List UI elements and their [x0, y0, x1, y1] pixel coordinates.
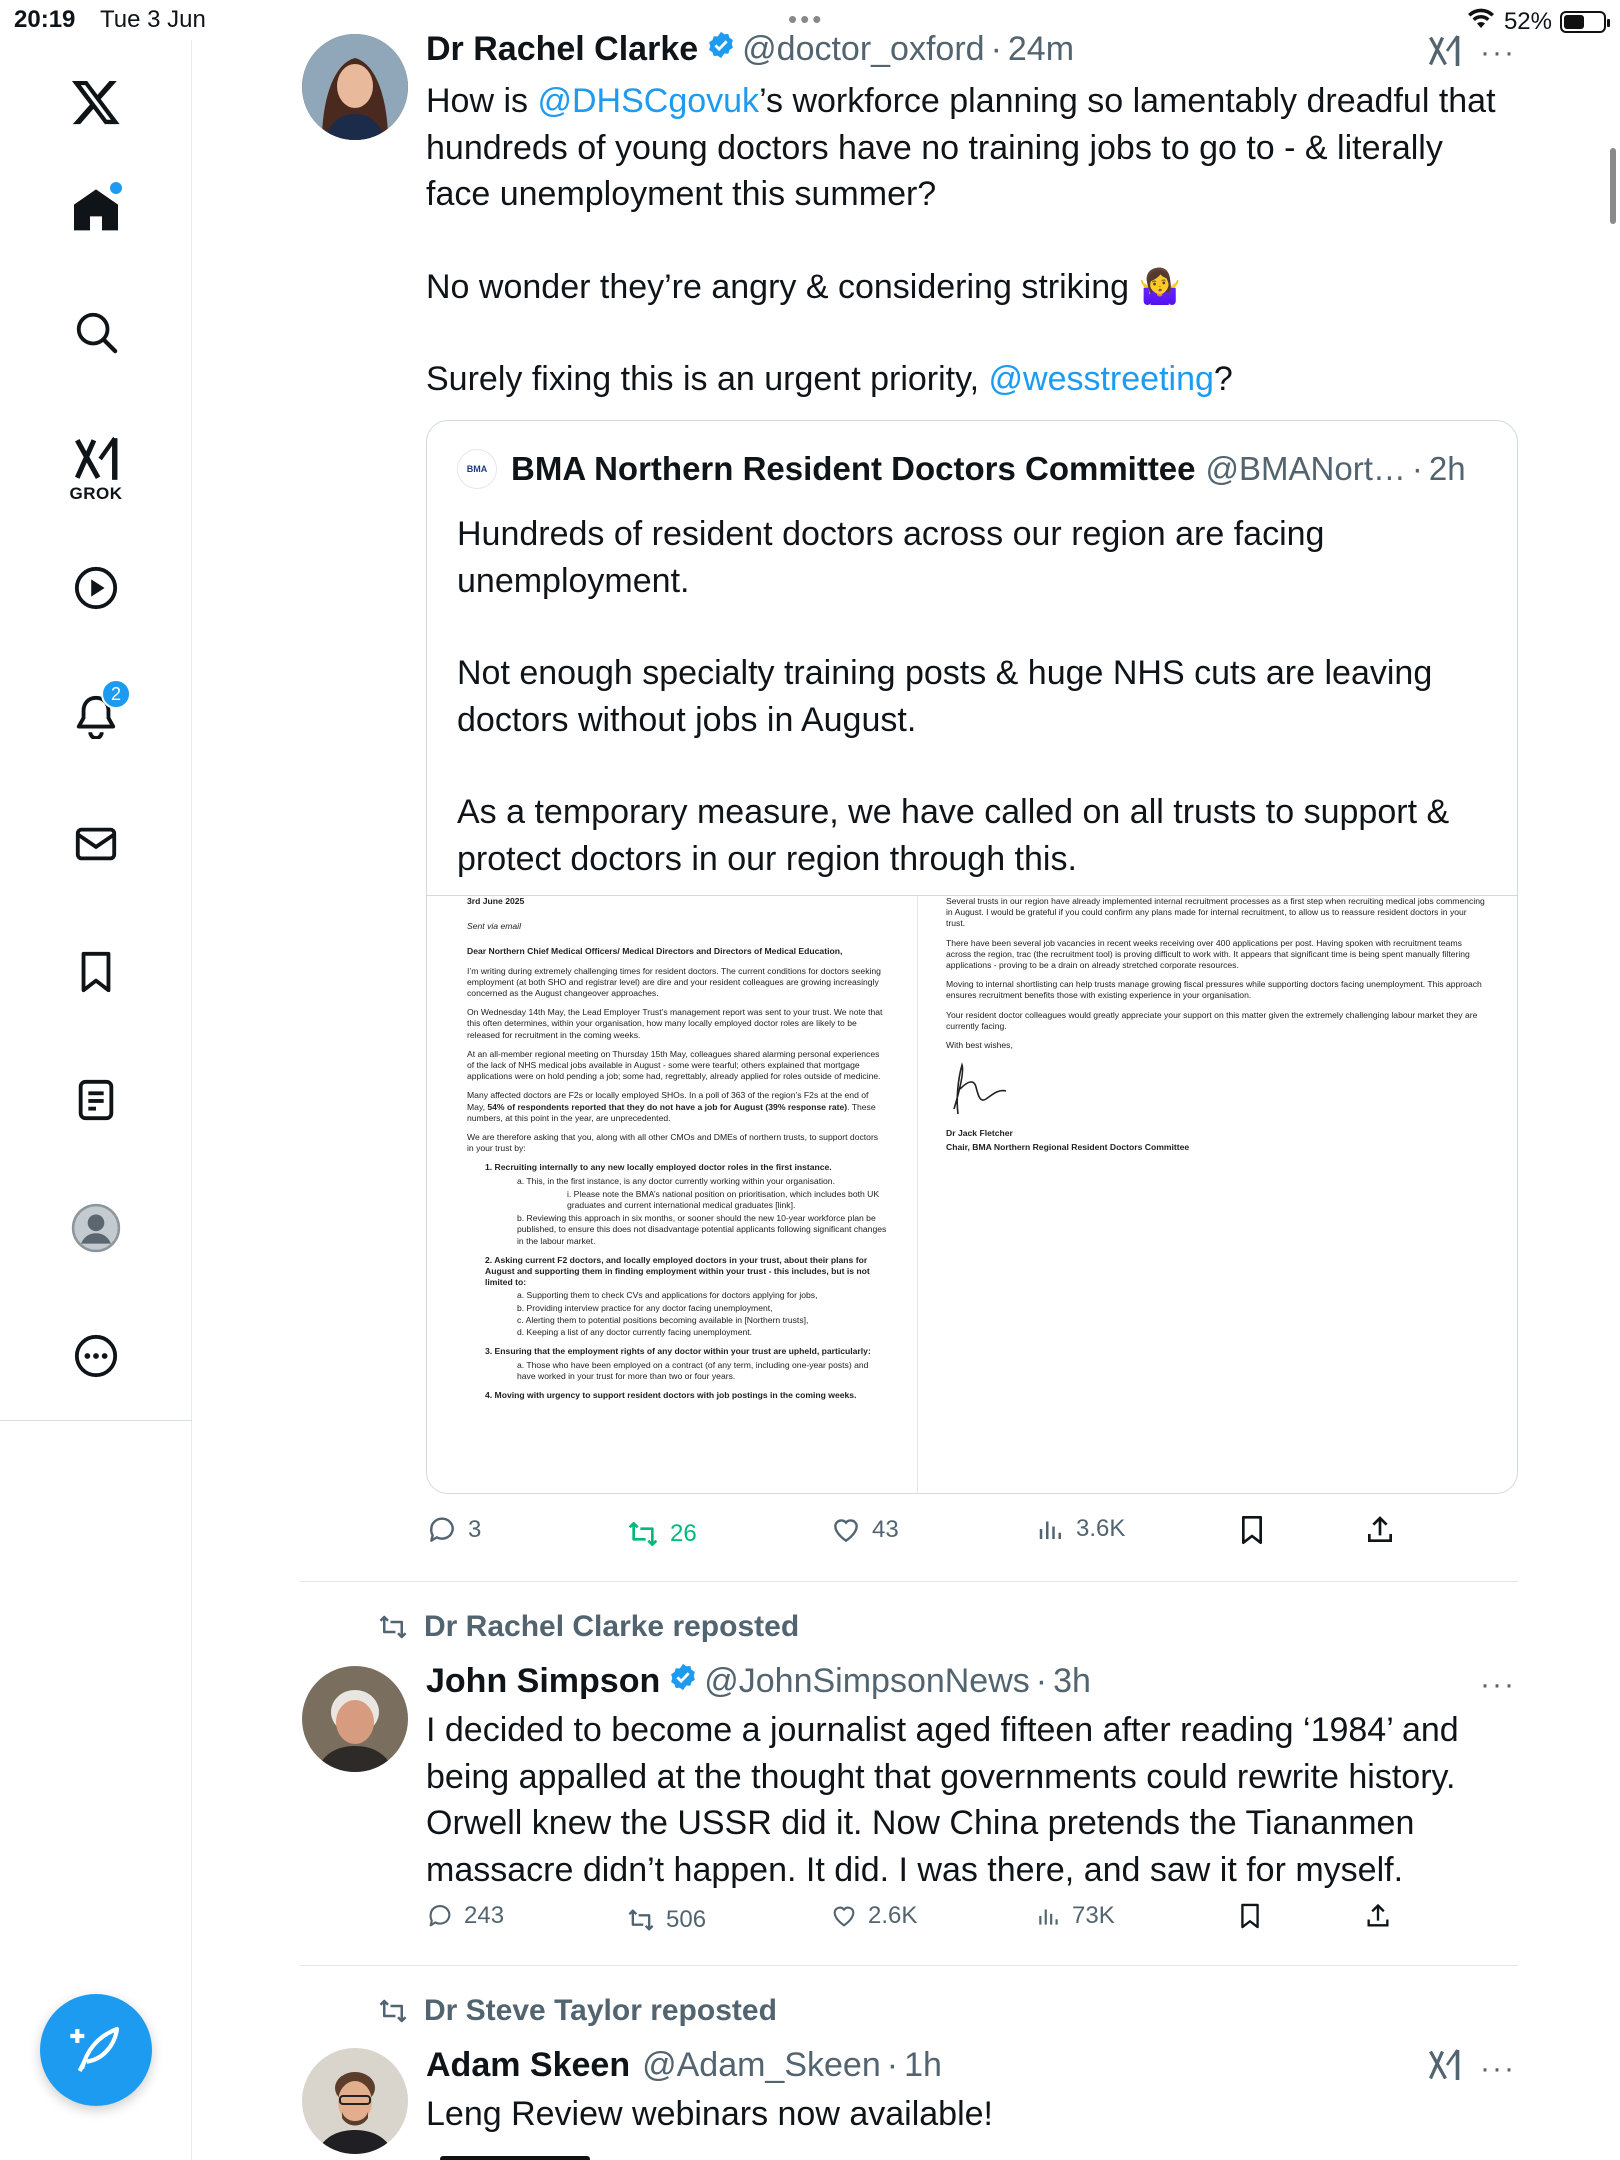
letter-para: Moving to internal shortlisting can help trusts manage growing fiscal pressures while supporting doctors facing unemployment. This approach ensures recruitment benefits those with existing experience in your organisation. [946, 979, 1482, 1001]
grok-icon[interactable] [0, 420, 192, 520]
letter-item: a. Those who have been employed on a contract (of any term, including one-year posts) and have worked in your trust for more than two or four years. [517, 1359, 869, 1381]
quote-paragraph: As a temporary measure, we have called on all trusts to support & protect doctors in our region through this. [457, 793, 1450, 878]
quote-paragraph: Not enough specialty training posts & huge NHS cuts are leaving doctors without jobs in August. [457, 654, 1433, 739]
heart-icon [830, 1514, 862, 1546]
views-button[interactable] [1036, 1902, 1115, 1930]
repost-attribution [376, 1994, 777, 2028]
letter-item: 2. Asking current F2 doctors, and locally employed doctors in your trust, about their plans for August and supporting them in finding employment within your trust - this includes, but is not limited to: [485, 1254, 870, 1288]
letter-para: Your resident doctor colleagues would greatly appreciate your support on this matter given the extremely challenging labour market they are currently facing. [946, 1009, 1478, 1031]
link-card-edge [440, 2156, 590, 2160]
author-name[interactable]: Adam Skeen [426, 2046, 631, 2084]
more-options-icon[interactable] [0, 1316, 192, 1396]
like-count: 43 [872, 1516, 899, 1543]
letter-item: 3. Ensuring that the employment rights of any doctor within your trust are upheld, particularly: [485, 1346, 871, 1357]
bookmark-button[interactable] [1236, 1514, 1268, 1546]
letter-text: Many affected doctors are F2s or locally employed SHOs. In a poll of 363 of the region’s F2s at the end of May, [467, 1090, 869, 1112]
quote-author-handle: @BMANort… [1205, 450, 1406, 487]
separator-dot: · [990, 30, 1002, 68]
text-segment: Surely fixing this is an urgent priority, [426, 360, 989, 398]
feather-plus-icon [68, 2022, 124, 2078]
letter-para: At an all-member regional meeting on Thursday 15th May, colleagues shared alarming personal experiences of the lack of NHS medical jobs available in August - some were tearful; others explained that mortgage applications were on hold pending a job; some had, regrettably, already applied for roles outside of medicine. [467, 1048, 881, 1082]
reply-count: 3 [468, 1516, 482, 1543]
profile-avatar-icon[interactable] [0, 1188, 192, 1268]
video-icon[interactable] [0, 548, 192, 628]
letter-bold: 54% of respondents reported that they do not have a job for August (39% response rate) [487, 1101, 848, 1112]
sidebar-divider [0, 1420, 192, 1421]
letter-item: b. Reviewing this approach in six months, or sooner should the new 10-year workforce plan be published, to ensure this does not disadvantage potential applicants following significant changes in the labour market. [517, 1213, 887, 1246]
avatar[interactable] [302, 1666, 408, 1772]
share-button[interactable] [1364, 1902, 1392, 1930]
separator-dot: · [886, 2046, 899, 2084]
notification-badge: 2 [101, 679, 131, 709]
verified-badge-icon [706, 30, 736, 69]
letter-para: I’m writing during extremely challenging times for resident doctors. The current conditions for doctors seeking employment (at both SHO and registrar level) are dire and your resident colleagues are growing increasingly concerned as the August changeover approaches. [467, 965, 881, 999]
post-text: I decided to become a journalist aged fifteen after reading ‘1984’ and being appalled at the thought that governments could rewrite history. Orwell knew the USSR did it. Now China pretends the Tiananmen massacre didn’t happen. It did. I was there, and saw it for myself. [426, 1711, 1459, 1889]
repost-button[interactable] [626, 1906, 706, 1934]
reply-count: 243 [464, 1902, 505, 1929]
letter-page-1 [467, 896, 887, 1494]
quote-time: 2h [1428, 450, 1466, 487]
letter-item: a. This, in the first instance, is any doctor currently working within your organisation. [517, 1175, 835, 1186]
avatar[interactable] [302, 34, 408, 140]
letter-image[interactable] [427, 895, 1518, 1494]
search-icon[interactable] [0, 292, 192, 372]
quote-text [457, 511, 1487, 882]
post-divider [300, 1581, 1518, 1582]
notifications-icon[interactable] [0, 676, 192, 756]
post-time[interactable]: 3h [1053, 1662, 1091, 1700]
post-actions [426, 1902, 1426, 1942]
share-icon [1364, 1514, 1396, 1546]
author-name[interactable]: Dr Rachel Clarke [426, 30, 699, 68]
views-chart-icon [1036, 1514, 1066, 1544]
like-button[interactable] [830, 1514, 899, 1546]
letter-item: c. Alerting them to potential positions becoming available in [Northern trusts], [517, 1314, 809, 1325]
bookmarks-icon[interactable] [0, 932, 192, 1012]
author-handle[interactable]: @doctor_oxford [742, 30, 985, 68]
post-divider [300, 1965, 1518, 1966]
quote-avatar: BMA [457, 449, 497, 489]
messages-icon[interactable] [0, 804, 192, 884]
view-count: 3.6K [1076, 1515, 1126, 1542]
post-more-button[interactable]: ··· [1480, 36, 1516, 69]
like-count: 2.6K [868, 1902, 918, 1929]
letter-item: 1. Recruiting internally to any new locally employed doctor roles in the first instance. [485, 1162, 832, 1173]
letter-para: We are therefore asking that you, along with all other CMOs and DMEs of northern trusts, to support doctors in your trust by: [467, 1132, 879, 1154]
letter-item: a. Supporting them to check CVs and applications for doctors applying for jobs, [517, 1290, 818, 1301]
home-unread-dot [110, 182, 122, 194]
verified-badge-icon [668, 1662, 698, 1701]
repost-attribution [376, 1610, 799, 1644]
letter-para: Several trusts in our region have already implemented internal recruitment processes as a first step when recruiting medical jobs commencing in August. I would be grateful if you could confirm any plans made for internal recruitment, to allow us to reassure resident doctors in your trust. [946, 896, 1485, 929]
repost-label[interactable]: Dr Rachel Clarke reposted [424, 1610, 800, 1643]
author-name[interactable]: John Simpson [426, 1662, 661, 1700]
post-text: Leng Review webinars now available! [426, 2095, 993, 2133]
compose-post-button[interactable] [40, 1994, 152, 2106]
author-handle[interactable]: @Adam_Skeen [642, 2046, 881, 2084]
avatar-photo [302, 34, 408, 140]
tweet-header [426, 1662, 1091, 1701]
wifi-icon [1466, 6, 1496, 37]
views-button[interactable] [1036, 1514, 1125, 1544]
reply-icon [426, 1514, 458, 1546]
bookmark-button[interactable] [1236, 1902, 1264, 1930]
tweet-header [426, 2046, 942, 2085]
letter-sent: Sent via email [467, 921, 521, 932]
separator-dot: · [1411, 450, 1423, 487]
share-button[interactable] [1364, 1514, 1396, 1546]
heart-icon [830, 1902, 858, 1930]
letter-para: On Wednesday 14th May, the Lead Employer Trust’s management report was sent to your trust. We note that this often determines, within your organisation, how many locally employed doctor roles are likely to be released for recruitment in the coming weeks. [467, 1007, 883, 1040]
quote-header [457, 449, 1466, 489]
repost-icon [376, 1612, 410, 1642]
letter-item: b. Providing interview practice for any doctor facing unemployment, [517, 1302, 773, 1313]
grok-explain-icon[interactable] [1426, 34, 1462, 68]
letter-item: 4. Moving with urgency to support resident doctors with job postings in the coming weeks. [485, 1389, 857, 1400]
battery-percent: 52% [1503, 7, 1552, 35]
letter-signer: Dr Jack Fletcher [946, 1128, 1013, 1139]
post-time[interactable]: 1h [904, 2046, 942, 2084]
quoted-post[interactable] [426, 420, 1518, 1494]
post-actions [426, 1514, 1426, 1554]
reply-icon [426, 1902, 454, 1930]
status-time: 20:19 [14, 6, 76, 33]
text-segment: How is [426, 82, 538, 120]
quote-author-name: BMA Northern Resident Doctors Committee [511, 450, 1196, 487]
scrollbar-thumb[interactable] [1610, 148, 1616, 224]
repost-count: 26 [670, 1520, 697, 1547]
text-segment: ? [1213, 360, 1233, 398]
repost-button[interactable] [626, 1518, 697, 1550]
reply-button[interactable] [426, 1902, 504, 1930]
reply-button[interactable] [426, 1514, 481, 1546]
grok-label: GROK [69, 484, 123, 503]
multitasking-dots-icon[interactable]: ••• [788, 4, 825, 34]
bookmark-icon [1236, 1902, 1264, 1930]
letter-para [467, 1090, 887, 1124]
avatar-photo [302, 2048, 408, 2154]
repost-icon [376, 1996, 410, 2026]
avatar-photo [302, 1666, 408, 1772]
sidebar [0, 40, 192, 2160]
x-logo-icon[interactable] [0, 62, 192, 142]
repost-count: 506 [666, 1906, 707, 1933]
bookmark-icon [1236, 1514, 1268, 1546]
repost-label[interactable]: Dr Steve Taylor reposted [424, 1994, 777, 2027]
post-text [426, 78, 1516, 403]
lists-icon[interactable] [0, 1060, 192, 1140]
avatar[interactable] [302, 2048, 408, 2154]
status-date: Tue 3 Jun [100, 6, 206, 33]
repost-icon [626, 1906, 656, 1934]
letter-para: There have been several job vacancies in recent weeks receiving over 400 applications per post. Having spoken with recruitment teams across the region, trac (the recruitment tool) is proving difficult to work with. It appears that significant time is being spent manually filtering applications - proving to be a drain on already stretched corporate resources. [946, 937, 1470, 971]
letter-salutation: Dear Northern Chief Medical Officers/ Medical Directors and Directors of Medical Education, [467, 946, 843, 957]
letter-page-2 [917, 896, 1487, 1494]
tweet-header [426, 30, 1074, 69]
post-more-button[interactable]: ··· [1480, 2052, 1516, 2085]
author-handle[interactable]: @JohnSimpsonNews [704, 1662, 1030, 1700]
letter-text: . These numbers, at this point in the year, are unprecedented. [467, 1101, 876, 1123]
letter-signer-title: Chair, BMA Northern Regional Resident Doctors Committee [946, 1141, 1190, 1152]
share-icon [1364, 1902, 1392, 1930]
text-paragraph: No wonder they’re angry & considering striking 🤷‍♀️ [426, 267, 1181, 306]
separator-dot: · [1035, 1662, 1048, 1700]
view-count: 73K [1072, 1902, 1115, 1929]
quote-paragraph: Hundreds of resident doctors across our region are facing unemployment. [457, 515, 1325, 600]
repost-icon [626, 1518, 660, 1550]
letter-closing: With best wishes, [946, 1040, 1013, 1051]
grok-explain-icon[interactable] [1426, 2048, 1462, 2082]
letter-item: i. Please note the BMA’s national position on prioritisation, which includes both UK graduates and current international medical graduates [link]. [567, 1188, 880, 1211]
letter-item: d. Keeping a list of any doctor currently facing unemployment. [517, 1327, 753, 1338]
mention-link[interactable]: @DHSCgovuk [537, 82, 760, 120]
letter-date: 3rd June 2025 [467, 896, 525, 906]
post-more-button[interactable]: ··· [1480, 1668, 1516, 1701]
home-icon[interactable] [0, 170, 192, 250]
views-chart-icon [1036, 1903, 1062, 1929]
text-segment: ’s workforce planning so lamentably dreadful that hundreds of young doctors have no training jobs to go to - & literally face unemployment this summer? [426, 82, 1496, 213]
post-time[interactable]: 24m [1007, 30, 1075, 68]
battery-icon [1560, 11, 1606, 33]
like-button[interactable] [830, 1902, 917, 1930]
signature-image [946, 1059, 1016, 1119]
mention-link[interactable]: @wesstreeting [988, 360, 1214, 398]
